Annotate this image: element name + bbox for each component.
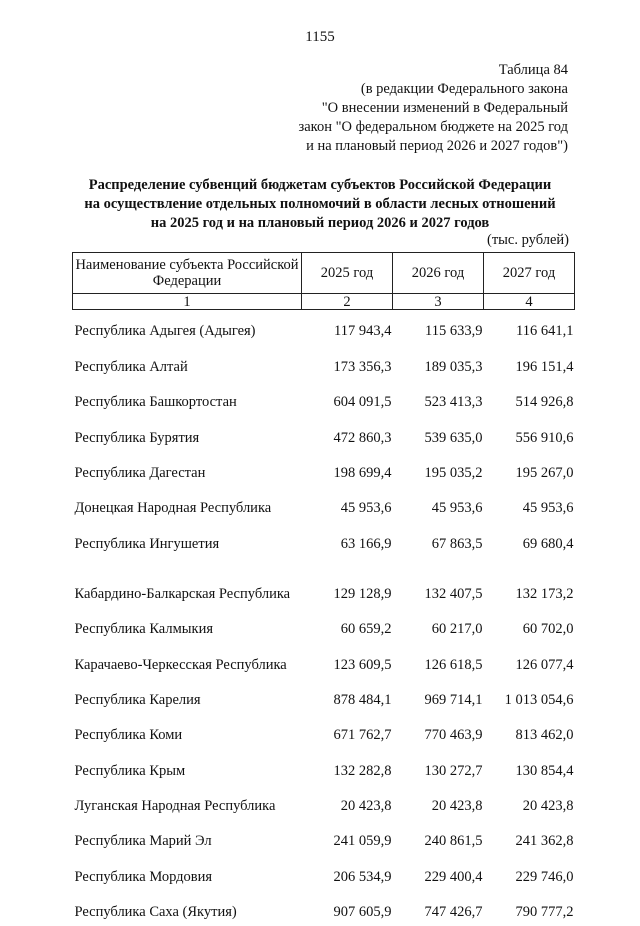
column-header-name: Наименование субъекта Российской Федерации [73, 253, 302, 294]
table-row [73, 643, 575, 678]
title-line: на 2025 год и на плановый период 2026 и 2027 годов [150, 215, 490, 231]
value-2025-cell: 907 605,9 [333, 904, 392, 921]
header-line: "О внесении изменений в Федеральный [321, 100, 568, 116]
value-2025-cell: 604 091,5 [333, 394, 392, 411]
region-name-cell: Республика Алтай [74, 358, 188, 375]
value-2025-cell: 129 128,9 [333, 585, 392, 602]
column-header-2025: 2025 год [302, 253, 393, 294]
region-name-cell: Республика Адыгея (Адыгея) [74, 323, 256, 340]
table-row [73, 487, 575, 522]
title-line: на осуществление отдельных полномочий в области лесных отношений [84, 196, 556, 212]
region-name-cell: Республика Башкортостан [74, 394, 237, 411]
title-line: Распределение субвенций бюджетам субъектов Российской Федерации [88, 177, 552, 193]
header-line: и на плановый период 2026 и 2027 годов") [306, 138, 568, 154]
value-2026-cell: 126 618,5 [424, 656, 483, 673]
value-2025-cell: 878 484,1 [333, 691, 392, 708]
value-2025-cell: 63 166,9 [340, 535, 392, 552]
value-2027-cell: 116 641,1 [516, 323, 574, 340]
column-header-2026: 2026 год [393, 253, 484, 294]
value-2026-cell: 240 861,5 [424, 833, 483, 850]
region-name-cell: Республика Мордовия [74, 868, 213, 885]
column-number: 1 [73, 294, 302, 310]
value-2027-cell: 229 746,0 [515, 868, 574, 885]
value-2026-cell: 770 463,9 [424, 727, 483, 744]
table-row [73, 416, 575, 451]
table-row [73, 679, 575, 714]
column-number: 2 [302, 294, 393, 310]
page-number: 1155 [305, 29, 335, 45]
column-number: 3 [393, 294, 484, 310]
region-name-cell: Республика Саха (Якутия) [74, 904, 237, 921]
value-2026-cell: 115 633,9 [425, 323, 483, 340]
value-2027-cell: 241 362,8 [515, 833, 574, 850]
value-2025-cell: 241 059,9 [333, 833, 392, 850]
region-name-cell: Республика Крым [74, 762, 186, 779]
value-2025-cell: 671 762,7 [333, 727, 392, 744]
value-2027-cell: 1 013 054,6 [504, 691, 574, 708]
value-2025-cell: 472 860,3 [333, 429, 392, 446]
value-2027-cell: 126 077,4 [515, 656, 574, 673]
value-2026-cell: 45 953,6 [431, 500, 483, 517]
value-2025-cell: 117 943,4 [334, 323, 392, 340]
value-2026-cell: 969 714,1 [424, 691, 483, 708]
table-row [73, 855, 575, 890]
table-row [73, 310, 575, 346]
region-name-cell: Донецкая Народная Республика [74, 500, 272, 517]
table-row [73, 785, 575, 820]
table-reference-header [268, 61, 568, 156]
value-2027-cell: 69 680,4 [522, 535, 574, 552]
value-2027-cell: 20 423,8 [522, 798, 574, 815]
table-row [73, 452, 575, 487]
region-name-cell: Республика Карелия [74, 691, 201, 708]
value-2025-cell: 45 953,6 [340, 500, 392, 517]
table-row [73, 714, 575, 749]
table-row [73, 558, 575, 608]
header-line: (в редакции Федерального закона [360, 81, 568, 97]
value-2025-cell: 20 423,8 [340, 798, 392, 815]
value-2025-cell: 132 282,8 [333, 762, 392, 779]
region-name-cell: Республика Бурятия [74, 429, 200, 446]
value-2027-cell: 45 953,6 [522, 500, 574, 517]
table-row [73, 820, 575, 855]
value-2027-cell: 514 926,8 [515, 394, 574, 411]
value-2025-cell: 206 534,9 [333, 868, 392, 885]
region-name-cell: Республика Дагестан [74, 464, 206, 481]
value-2026-cell: 195 035,2 [424, 464, 483, 481]
region-name-cell: Республика Калмыкия [74, 621, 213, 638]
value-2026-cell: 523 413,3 [424, 394, 483, 411]
table-row [73, 608, 575, 643]
value-2027-cell: 556 910,6 [515, 429, 574, 446]
value-2026-cell: 67 863,5 [431, 535, 483, 552]
column-number-row [73, 294, 575, 310]
value-2026-cell: 130 272,7 [424, 762, 483, 779]
region-name-cell: Кабардино-Балкарская Республика [74, 585, 291, 602]
value-2025-cell: 60 659,2 [340, 621, 392, 638]
table-row [73, 522, 575, 557]
value-2027-cell: 60 702,0 [522, 621, 574, 638]
value-2026-cell: 539 635,0 [424, 429, 483, 446]
table-row [73, 381, 575, 416]
value-2027-cell: 813 462,0 [515, 727, 574, 744]
header-line: Таблица 84 [498, 62, 568, 78]
document-title [40, 176, 600, 233]
region-name-cell: Луганская Народная Республика [74, 798, 276, 815]
value-2027-cell: 130 854,4 [515, 762, 574, 779]
region-name-cell: Республика Коми [74, 727, 183, 744]
value-2026-cell: 189 035,3 [424, 358, 483, 375]
value-2026-cell: 132 407,5 [424, 585, 483, 602]
value-2026-cell: 747 426,7 [424, 904, 483, 921]
value-2026-cell: 229 400,4 [424, 868, 483, 885]
subventions-table [72, 252, 575, 926]
value-2027-cell: 790 777,2 [515, 904, 574, 921]
table-row [73, 749, 575, 784]
region-name-cell: Республика Ингушетия [74, 535, 220, 552]
region-name-cell: Карачаево-Черкесская Республика [74, 656, 287, 673]
value-2027-cell: 195 267,0 [515, 464, 574, 481]
table-header-row [73, 253, 575, 294]
units-label: (тыс. рублей) [487, 232, 569, 248]
table-row [73, 345, 575, 380]
value-2026-cell: 60 217,0 [431, 621, 483, 638]
column-number: 4 [484, 294, 575, 310]
value-2026-cell: 20 423,8 [431, 798, 483, 815]
header-line: закон "О федеральном бюджете на 2025 год [298, 119, 568, 135]
value-2027-cell: 196 151,4 [515, 358, 574, 375]
value-2025-cell: 123 609,5 [333, 656, 392, 673]
value-2025-cell: 173 356,3 [333, 358, 392, 375]
region-name-cell: Республика Марий Эл [74, 833, 212, 850]
column-header-2027: 2027 год [484, 253, 575, 294]
table-row [73, 891, 575, 926]
value-2025-cell: 198 699,4 [333, 464, 392, 481]
value-2027-cell: 132 173,2 [515, 585, 574, 602]
